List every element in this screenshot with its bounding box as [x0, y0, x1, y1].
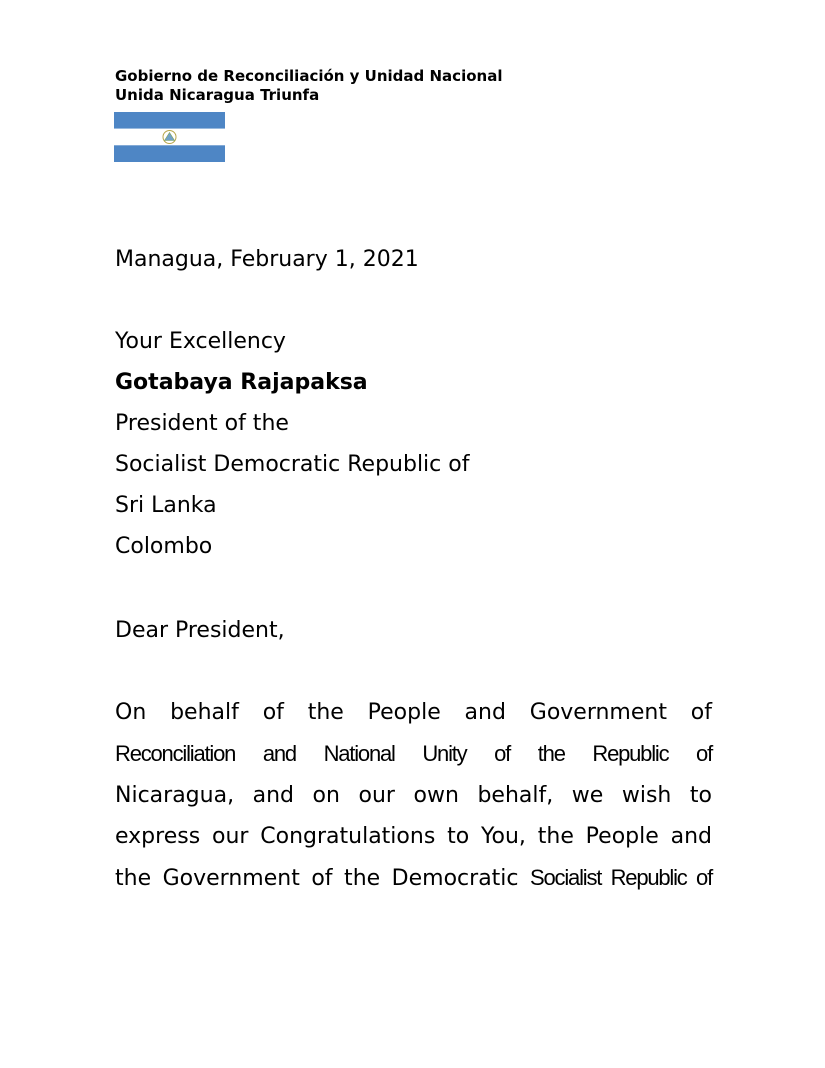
letterhead-motto: Unida Nicaragua Triunfa — [115, 86, 320, 104]
salutation-line: Dear President, — [115, 618, 285, 643]
paragraph-line-5-part-b: Socialist Republic of — [530, 865, 712, 890]
letterhead-government-name: Gobierno de Reconciliación y Unidad Nacional — [115, 67, 503, 85]
recipient-honorific: Your Excellency — [115, 329, 286, 354]
recipient-country-line: Socialist Democratic Republic of — [115, 452, 470, 477]
paragraph-line-5-part-a: the Government of the Democratic — [115, 866, 519, 891]
recipient-address-block — [115, 321, 712, 567]
recipient-country-name: Sri Lanka — [115, 493, 217, 518]
paragraph-line-2 — [115, 733, 712, 775]
date-line: Managua, February 1, 2021 — [115, 247, 419, 272]
paragraph-line-3: Nicaragua, and on our own behalf, we wish to — [115, 783, 712, 808]
letterhead — [115, 67, 502, 105]
paragraph-line-5 — [115, 857, 712, 899]
recipient-city: Colombo — [115, 534, 213, 559]
letter-date — [115, 239, 712, 280]
recipient-title-line: President of the — [115, 411, 289, 436]
paragraph-line-1: On behalf of the People and Government of — [115, 700, 712, 725]
nicaragua-flag-icon — [114, 112, 225, 162]
recipient-name: Gotabaya Rajapaksa — [115, 370, 368, 395]
paragraph-line-2-text: Reconciliation and National Unity of the Republic of — [115, 741, 712, 766]
body-paragraph — [115, 692, 712, 899]
salutation — [115, 610, 712, 651]
paragraph-line-4: express our Congratulations to You, the People and — [115, 824, 712, 849]
